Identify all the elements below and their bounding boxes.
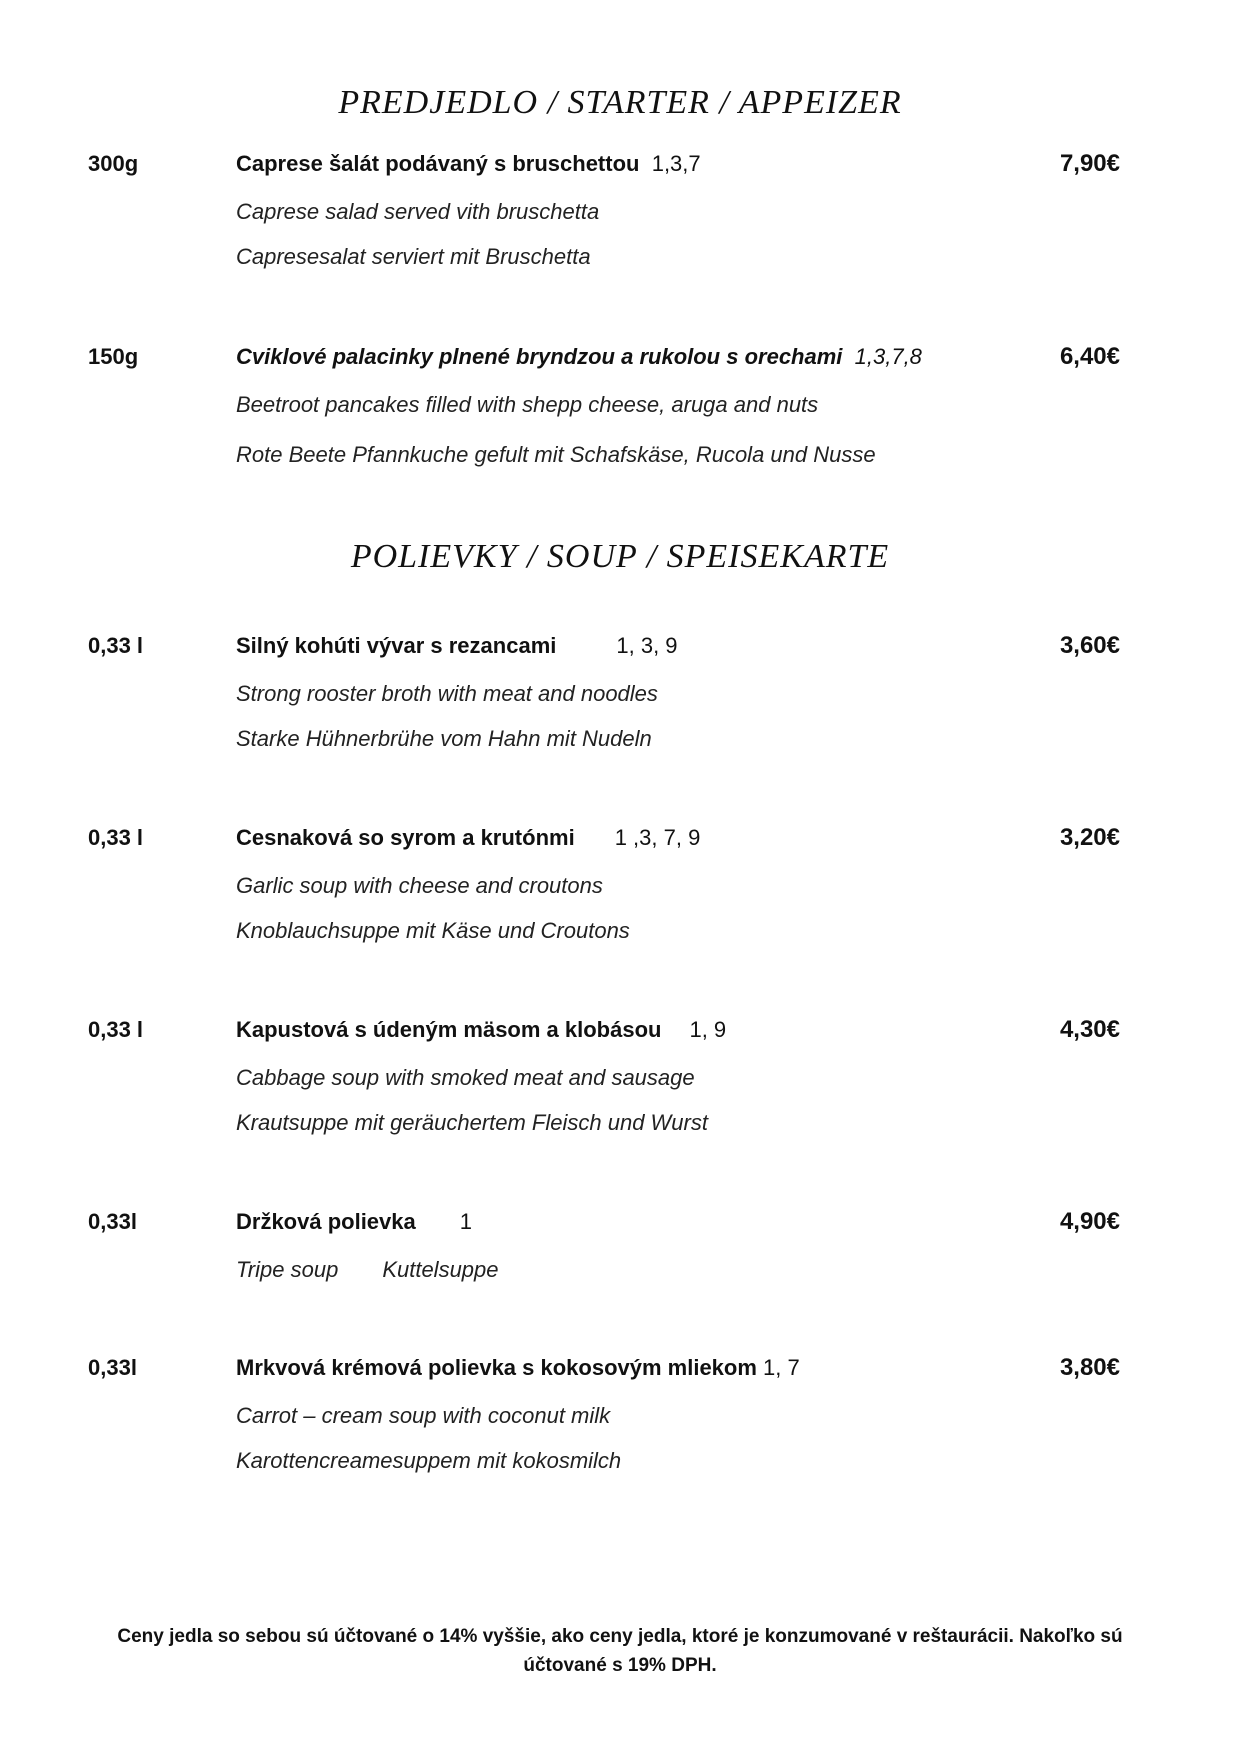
translation-en-text: Tripe soup [236, 1257, 339, 1282]
item-name-text: Kapustová s údeným mäsom a klobásou [236, 1017, 662, 1042]
item-allergens: 1, 9 [689, 1017, 727, 1042]
item-name-text: Cviklové palacinky plnené bryndzou a rukolou s orechami [236, 344, 843, 369]
item-price: 3,60€ [1059, 632, 1120, 659]
item-translation-en [236, 1256, 499, 1284]
item-price: 3,80€ [1059, 1354, 1120, 1381]
item-translation-en: Cabbage soup with smoked meat and sausage [236, 1065, 695, 1090]
item-allergens: 1, 3, 9 [616, 633, 678, 658]
item-price: 7,90€ [1059, 150, 1120, 177]
section-title-starter: PREDJEDLO / STARTER / APPEIZER [338, 84, 902, 121]
item-price: 3,20€ [1059, 824, 1120, 851]
item-quantity: 0,33l [88, 1355, 137, 1380]
item-translation-en: Strong rooster broth with meat and noodles [236, 681, 658, 706]
item-translation-de: Starke Hühnerbrühe vom Hahn mit Nudeln [236, 726, 652, 751]
item-quantity: 300g [88, 151, 139, 176]
item-translation-en: Garlic soup with cheese and croutons [236, 873, 603, 898]
section-title-soup: POLIEVKY / SOUP / SPEISEKARTE [350, 538, 890, 575]
item-price: 4,30€ [1059, 1016, 1120, 1043]
item-quantity: 0,33 l [88, 633, 144, 658]
item-translation-de: Rote Beete Pfannkuche gefult mit Schafskäse, Rucola und Nusse [236, 442, 876, 467]
item-allergens: 1, 7 [763, 1355, 800, 1380]
item-quantity: 0,33l [88, 1209, 137, 1234]
item-quantity: 150g [88, 344, 139, 369]
item-translation-de: Karottencreamesuppem mit kokosmilch [236, 1448, 622, 1473]
item-name-text: Mrkvová krémová polievka s kokosovým mliekom [236, 1355, 757, 1380]
item-translation-en: Beetroot pancakes filled with shepp cheese, aruga and nuts [236, 392, 819, 417]
item-allergens: 1 [459, 1209, 472, 1234]
translation-de-text: Kuttelsuppe [382, 1257, 499, 1282]
item-price: 4,90€ [1059, 1208, 1120, 1235]
item-price: 6,40€ [1059, 343, 1120, 370]
item-name-text: Cesnaková so syrom a krutónmi [236, 825, 575, 850]
item-allergens: 1,3,7 [651, 151, 701, 176]
item-translation-de: Capresesalat serviert mit Bruschetta [236, 244, 591, 269]
footer-note [80, 1622, 1160, 1680]
item-name [236, 1354, 800, 1382]
item-name [236, 343, 922, 371]
item-quantity: 0,33 l [88, 1017, 144, 1042]
footer-line-2: účtované s 19% DPH. [523, 1655, 717, 1676]
item-name [236, 632, 678, 660]
item-name [236, 150, 701, 178]
item-translation-en: Carrot – cream soup with coconut milk [236, 1403, 611, 1428]
item-name [236, 1016, 726, 1044]
item-translation-de: Krautsuppe mit geräuchertem Fleisch und Wurst [236, 1110, 708, 1135]
item-name-text: Držková polievka [236, 1209, 416, 1234]
item-name [236, 1208, 472, 1236]
item-quantity: 0,33 l [88, 825, 144, 850]
item-allergens: 1 ,3, 7, 9 [614, 825, 701, 850]
item-name [236, 824, 700, 852]
item-translation-de: Knoblauchsuppe mit Käse und Croutons [236, 918, 630, 943]
footer-line-1: Ceny jedla so sebou sú účtované o 14% vyššie, ako ceny jedla, ktoré je konzumované v reštaurácii. Nakoľko sú [117, 1626, 1123, 1647]
item-name-text: Caprese šalát podávaný s bruschettou [236, 151, 640, 176]
item-name-text: Silný kohúti vývar s rezancami [236, 633, 557, 658]
item-allergens: 1,3,7,8 [854, 344, 922, 369]
item-translation-en: Caprese salad served vith bruschetta [236, 199, 600, 224]
